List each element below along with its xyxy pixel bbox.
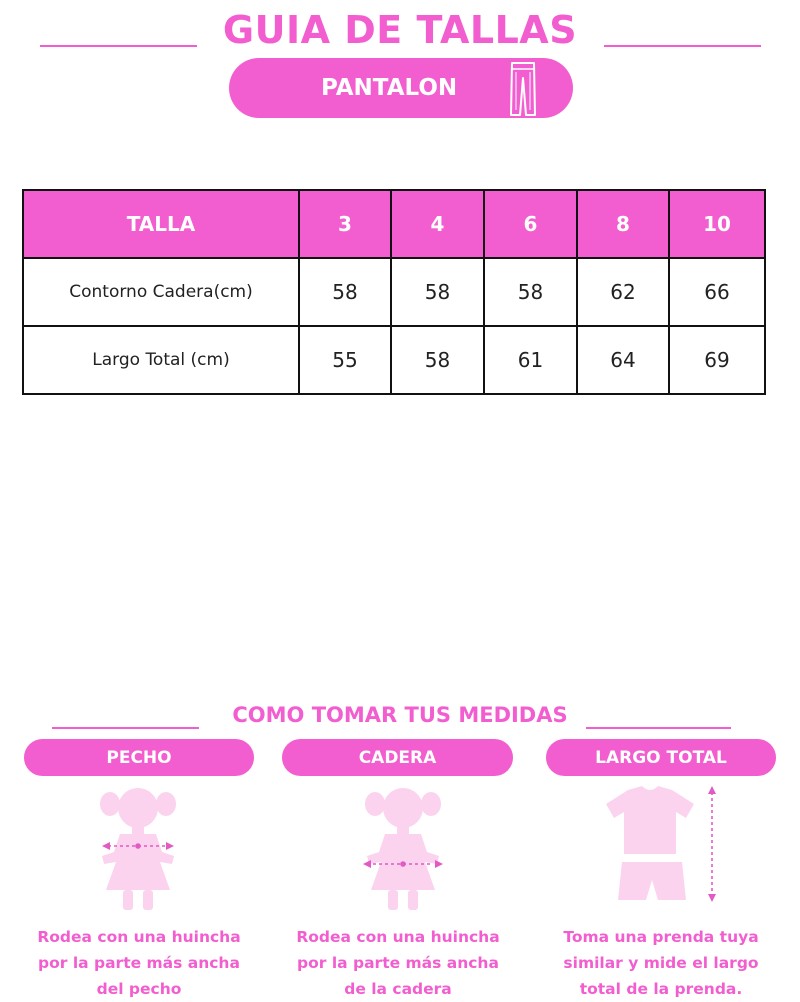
table-header-row bbox=[23, 190, 765, 258]
table-cell: 69 bbox=[669, 326, 765, 394]
table-cell: 58 bbox=[391, 258, 484, 326]
row-label: Largo Total (cm) bbox=[23, 326, 299, 394]
header-cell-size: 10 bbox=[669, 190, 765, 258]
header-cell-size: 4 bbox=[391, 190, 484, 258]
section-rule-left bbox=[52, 727, 199, 729]
garment-length-measure-icon bbox=[604, 782, 734, 911]
card-label: CADERA bbox=[358, 747, 437, 768]
section-title: COMO TOMAR TUS MEDIDAS bbox=[232, 703, 568, 727]
table-cell: 64 bbox=[577, 326, 669, 394]
header-cell-size: 3 bbox=[299, 190, 391, 258]
header-cell-size: 6 bbox=[484, 190, 577, 258]
table-row bbox=[23, 326, 765, 394]
header-cell-talla: TALLA bbox=[23, 190, 299, 258]
title-rule-right bbox=[604, 45, 761, 47]
table-cell: 61 bbox=[484, 326, 577, 394]
caption-largo-total bbox=[536, 924, 786, 1002]
caption-cadera bbox=[273, 924, 523, 1002]
table-cell: 62 bbox=[577, 258, 669, 326]
row-label: Contorno Cadera(cm) bbox=[23, 258, 299, 326]
caption-line: Toma una prenda tuya bbox=[563, 928, 759, 946]
child-hip-measure-icon bbox=[351, 782, 455, 917]
caption-line: del pecho bbox=[96, 980, 182, 998]
size-table bbox=[22, 189, 766, 395]
table-cell: 66 bbox=[669, 258, 765, 326]
table-cell: 58 bbox=[299, 258, 391, 326]
caption-line: Rodea con una huincha bbox=[296, 928, 500, 946]
caption-line: de la cadera bbox=[344, 980, 452, 998]
table-row bbox=[23, 258, 765, 326]
caption-line: Rodea con una huincha bbox=[37, 928, 241, 946]
table-cell: 58 bbox=[484, 258, 577, 326]
table-cell: 55 bbox=[299, 326, 391, 394]
caption-line: por la parte más ancha bbox=[297, 954, 499, 972]
product-label: PANTALON bbox=[321, 75, 458, 101]
card-pill-pecho bbox=[24, 739, 254, 776]
caption-line: por la parte más ancha bbox=[38, 954, 240, 972]
header-cell-size: 8 bbox=[577, 190, 669, 258]
table-cell: 58 bbox=[391, 326, 484, 394]
pants-icon bbox=[509, 60, 537, 124]
caption-line: similar y mide el largo bbox=[563, 954, 759, 972]
card-label: PECHO bbox=[106, 747, 172, 768]
product-pill bbox=[229, 58, 573, 118]
child-chest-measure-icon bbox=[86, 782, 190, 917]
section-rule-right bbox=[586, 727, 731, 729]
card-pill-largo-total bbox=[546, 739, 776, 776]
caption-pecho bbox=[14, 924, 264, 1002]
card-label: LARGO TOTAL bbox=[595, 747, 727, 768]
caption-line: total de la prenda. bbox=[579, 980, 743, 998]
card-pill-cadera bbox=[282, 739, 513, 776]
page-title: GUIA DE TALLAS bbox=[222, 8, 578, 52]
